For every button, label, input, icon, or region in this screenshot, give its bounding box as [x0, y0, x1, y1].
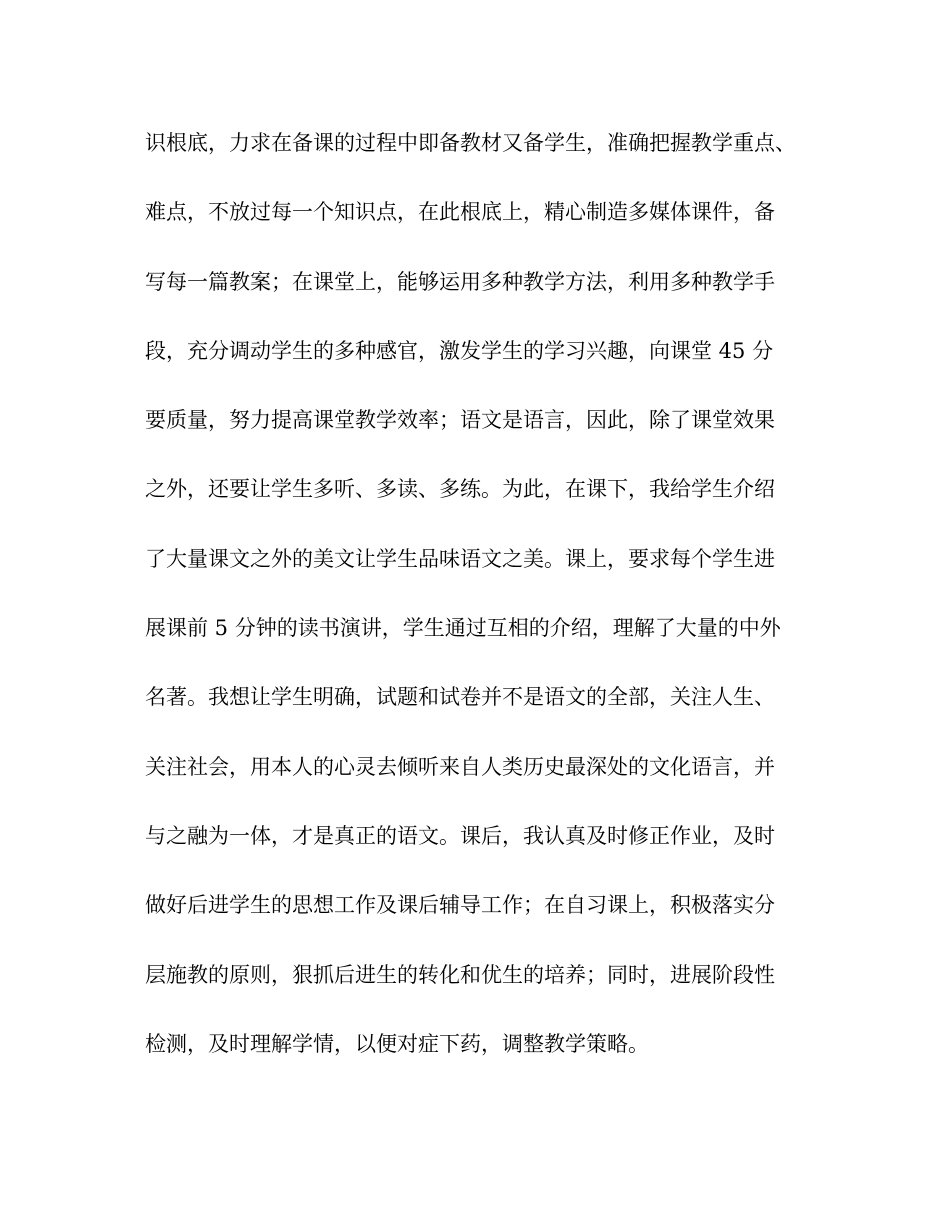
text-line: 关注社会，用本人的心灵去倾听来自人类历史最深处的文化语言，并	[145, 754, 775, 779]
text-line: 写每一篇教案；在课堂上，能够运用多种教学方法，利用多种教学手	[145, 269, 775, 294]
text-line: 检测，及时理解学情，以便对症下药，调整教学策略。	[145, 1031, 649, 1056]
text-line: 难点，不放过每一个知识点，在此根底上，精心制造多媒体课件，备	[145, 200, 775, 225]
text-line: 之外，还要让学生多听、多读、多练。为此，在课下，我给学生介绍	[145, 477, 775, 502]
text-line: 了大量课文之外的美文让学生品味语文之美。课上，要求每个学生进	[145, 546, 775, 571]
text-line: 层施教的原则，狠抓后进生的转化和优生的培养；同时，进展阶段性	[145, 962, 775, 987]
text-line: 名著。我想让学生明确，试题和试卷并不是语文的全部，关注人生、	[145, 685, 775, 710]
text-line: 段，充分调动学生的多种感官，激发学生的学习兴趣，向课堂 45 分	[145, 338, 774, 363]
text-line: 要质量，努力提高课堂教学效率；语文是语言，因此，除了课堂效果	[145, 408, 775, 433]
text-line: 识根底，力求在备课的过程中即备教材又备学生，准确把握教学重点、	[145, 131, 796, 155]
text-line: 与之融为一体，才是真正的语文。课后，我认真及时修正作业，及时	[145, 823, 775, 848]
text-line: 做好后进学生的思想工作及课后辅导工作；在自习课上，积极落实分	[145, 893, 775, 918]
body-text	[145, 118, 815, 1088]
text-line: 展课前 5 分钟的读书演讲，学生通过互相的介绍，理解了大量的中外	[145, 616, 781, 641]
